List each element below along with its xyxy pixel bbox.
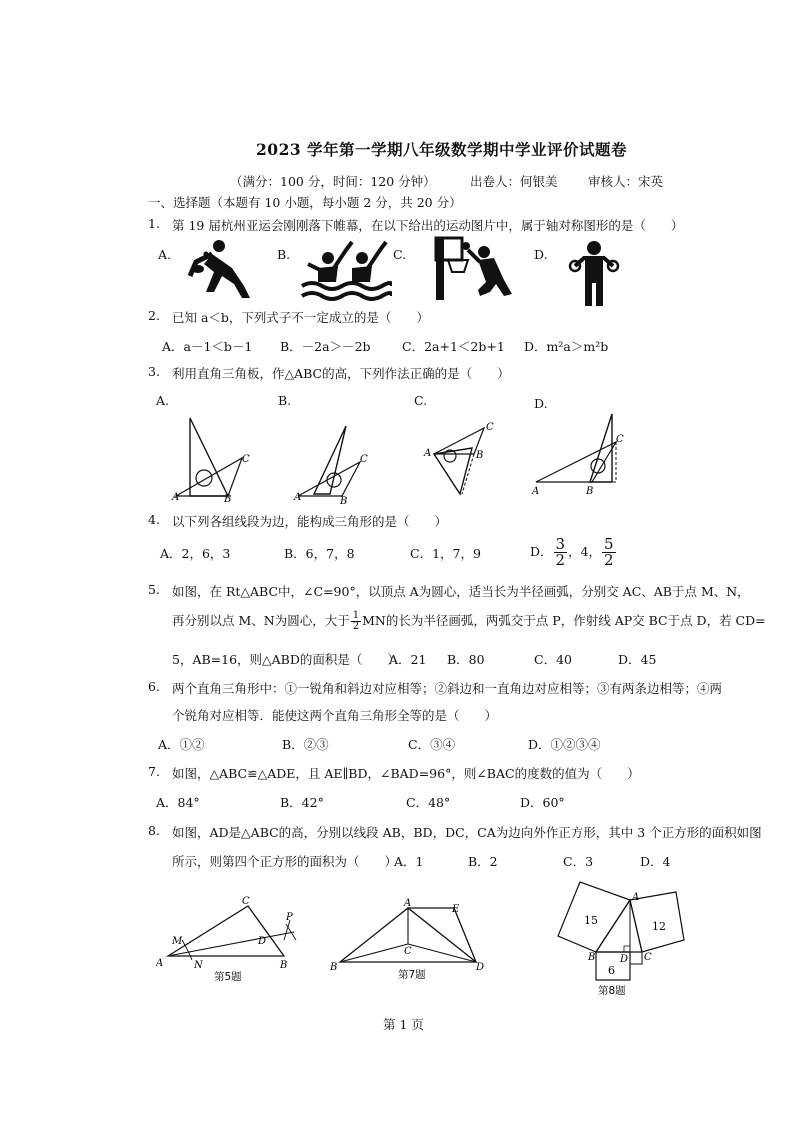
exam-info-score: （满分：100 分，时间：120 分钟） (230, 174, 436, 189)
q1-option-c: C. (393, 247, 407, 262)
label-b: B (586, 486, 594, 497)
q7-number: 7. (148, 764, 160, 779)
q6-option-d: D．①②③④ (528, 737, 601, 752)
q1-option-a: A. (158, 247, 172, 262)
basketball-hoop-player-icon (432, 234, 514, 302)
label-b: B (224, 494, 232, 505)
q6-line-1: 两个直角三角形中：①一锐角和斜边对应相等；②斜边和一直角边对应相等；③有两条边相等；④两 (172, 681, 723, 696)
q5-number: 5. (148, 582, 160, 597)
q4-option-a: A．2，6，3 (160, 546, 231, 561)
label-a: A (424, 448, 432, 459)
q8-line-1: 如图，AD是△ABC的高，分别以线段 AB，BD，DC，CA为边向外作正方形，其中 3 个正方形的面积如图 (172, 825, 762, 840)
q6-line-2: 个锐角对应相等．能使这两个直角三角形全等的是（ ） (172, 708, 498, 723)
q8-option-a: A．1 (394, 854, 424, 869)
q3-figure-d (528, 408, 628, 500)
q3-option-a: A. (156, 393, 170, 408)
q7-stem: 如图，△ABC≌△ADE，且 AE∥BD，∠BAD=96°，则∠BAC的度数的值为（ ） (172, 766, 640, 781)
q3-stem: 利用直角三角板，作△ABC的高，下列作法正确的是（ ） (172, 366, 510, 381)
label-a: A (404, 898, 412, 909)
q3-figure-b (290, 420, 380, 505)
q5-option-a: A．21 (389, 652, 427, 667)
page-number: 第 1 页 (383, 1017, 424, 1032)
q3-figure-c (420, 418, 504, 500)
q6-option-b: B．②③ (282, 737, 329, 752)
label-a: A (156, 958, 164, 969)
q4-stem: 以下列各组线段为边，能构成三角形的是（ ） (172, 514, 448, 529)
q6-number: 6. (148, 679, 160, 694)
label-c: C (242, 454, 250, 465)
figure-q8 (550, 878, 700, 1000)
label-a: A (532, 486, 540, 497)
figure-q7 (326, 896, 496, 984)
label-d: D (476, 962, 485, 973)
q3-option-d: D. (534, 396, 548, 411)
table-tennis-player-icon (184, 236, 264, 302)
q1-option-d: D. (534, 247, 548, 262)
label-b: B (330, 962, 338, 973)
q2-number: 2. (148, 308, 160, 323)
q2-option-a: A．a－1＜b－1 (162, 339, 253, 354)
label-b: B (588, 952, 596, 963)
q4-option-c: C．1，7，9 (410, 546, 481, 561)
exam-info-reviewer: 审核人：宋英 (588, 174, 664, 189)
label-c: C (486, 422, 494, 433)
label-c: C (616, 434, 624, 445)
fraction-five-halves: $\frac{5}{2}$ (604, 535, 614, 569)
q2-option-b: B．－2a＞－2b (280, 339, 371, 354)
label-m: M (172, 936, 183, 947)
label-c: C (404, 946, 412, 957)
figure-caption: 第5题 (214, 971, 242, 983)
fraction-three-halves: $\frac{3}{2}$ (555, 535, 566, 569)
label-d: D (620, 954, 629, 965)
label-a: A (172, 492, 180, 503)
q5-option-c: C．40 (534, 652, 572, 667)
q8-option-d: D．4 (640, 854, 671, 869)
label-e: E (452, 904, 460, 915)
area-label-15: 15 (584, 914, 598, 927)
label-p: P (286, 912, 293, 923)
q5-line-2: 再分别以点 M、N为圆心，大于 $\frac{1}{2}$ MN的长为半径画弧，两弧交于点 P，作射线 AP交 BC于点 D，若 CD= (172, 610, 766, 632)
label-c: C (242, 896, 250, 907)
q8-line-2: 所示，则第四个正方形的面积为（ ） (172, 854, 398, 869)
q5-option-b: B．80 (447, 652, 485, 667)
label-d: D (258, 936, 267, 947)
figure-q5 (156, 892, 306, 984)
q5-option-d: D．45 (618, 652, 657, 667)
page-title: 2023 学年第一学期八年级数学期中学业评价试题卷 (256, 140, 628, 159)
label-n: N (194, 960, 203, 971)
label-b: B (340, 496, 348, 505)
q4-number: 4. (148, 512, 160, 527)
q1-number: 1. (148, 216, 160, 231)
area-label-6: 6 (608, 964, 615, 977)
q8-number: 8. (148, 823, 160, 838)
q5-line-3: 5，AB=16，则△ABD的面积是（ ） (172, 652, 400, 667)
q2-option-c: C．2a+1＜2b+1 (402, 339, 505, 354)
q1-stem: 第 19 届杭州亚运会刚刚落下帷幕，在以下给出的运动图片中，属于轴对称图形的是（ ） (172, 218, 684, 233)
q2-option-d: D．m²a＞m²b (524, 339, 609, 354)
figure-caption: 第8题 (598, 985, 626, 997)
q4-option-d: D． $\frac{3}{2}$ ，4， $\frac{5}{2}$ (530, 535, 614, 569)
q8-option-b: B．2 (468, 854, 498, 869)
area-label-12: 12 (652, 920, 666, 933)
q6-option-a: A．①② (158, 737, 205, 752)
label-a: A (294, 492, 302, 503)
q7-option-d: D．60° (520, 795, 565, 810)
q7-option-c: C．48° (406, 795, 451, 810)
q3-option-b: B. (278, 393, 292, 408)
q7-option-a: A．84° (156, 795, 200, 810)
q4-option-b: B．6，7，8 (284, 546, 355, 561)
figure-caption: 第7题 (398, 969, 426, 981)
label-c: C (644, 952, 652, 963)
q3-figure-a (168, 410, 258, 505)
section-heading: 一、选择题（本题有 10 小题，每小题 2 分，共 20 分） (148, 195, 462, 210)
label-b: B (476, 450, 484, 461)
swimmers-icon (300, 238, 392, 302)
q7-option-b: B．42° (280, 795, 324, 810)
label-c: C (360, 454, 368, 465)
label-a: A (632, 892, 640, 903)
q2-stem: 已知 a＜b，下列式子不一定成立的是（ ） (172, 310, 429, 325)
q3-number: 3. (148, 364, 160, 379)
q4-option-d-label: D． (530, 544, 553, 559)
q8-option-c: C．3 (563, 854, 594, 869)
q5-line-1: 如图，在 Rt△ABC中，∠C=90°，以顶点 A为圆心，适当长为半径画弧，分别交 AC、AB于点 M、N， (172, 584, 750, 599)
rings-gymnast-icon (568, 236, 620, 308)
label-b: B (280, 960, 288, 971)
fraction-one-half: $\frac{1}{2}$ (352, 610, 360, 632)
q6-option-c: C．③④ (408, 737, 456, 752)
q1-option-b: B. (277, 247, 291, 262)
q3-option-c: C. (414, 393, 428, 408)
exam-info-author: 出卷人：何银美 (470, 174, 558, 189)
